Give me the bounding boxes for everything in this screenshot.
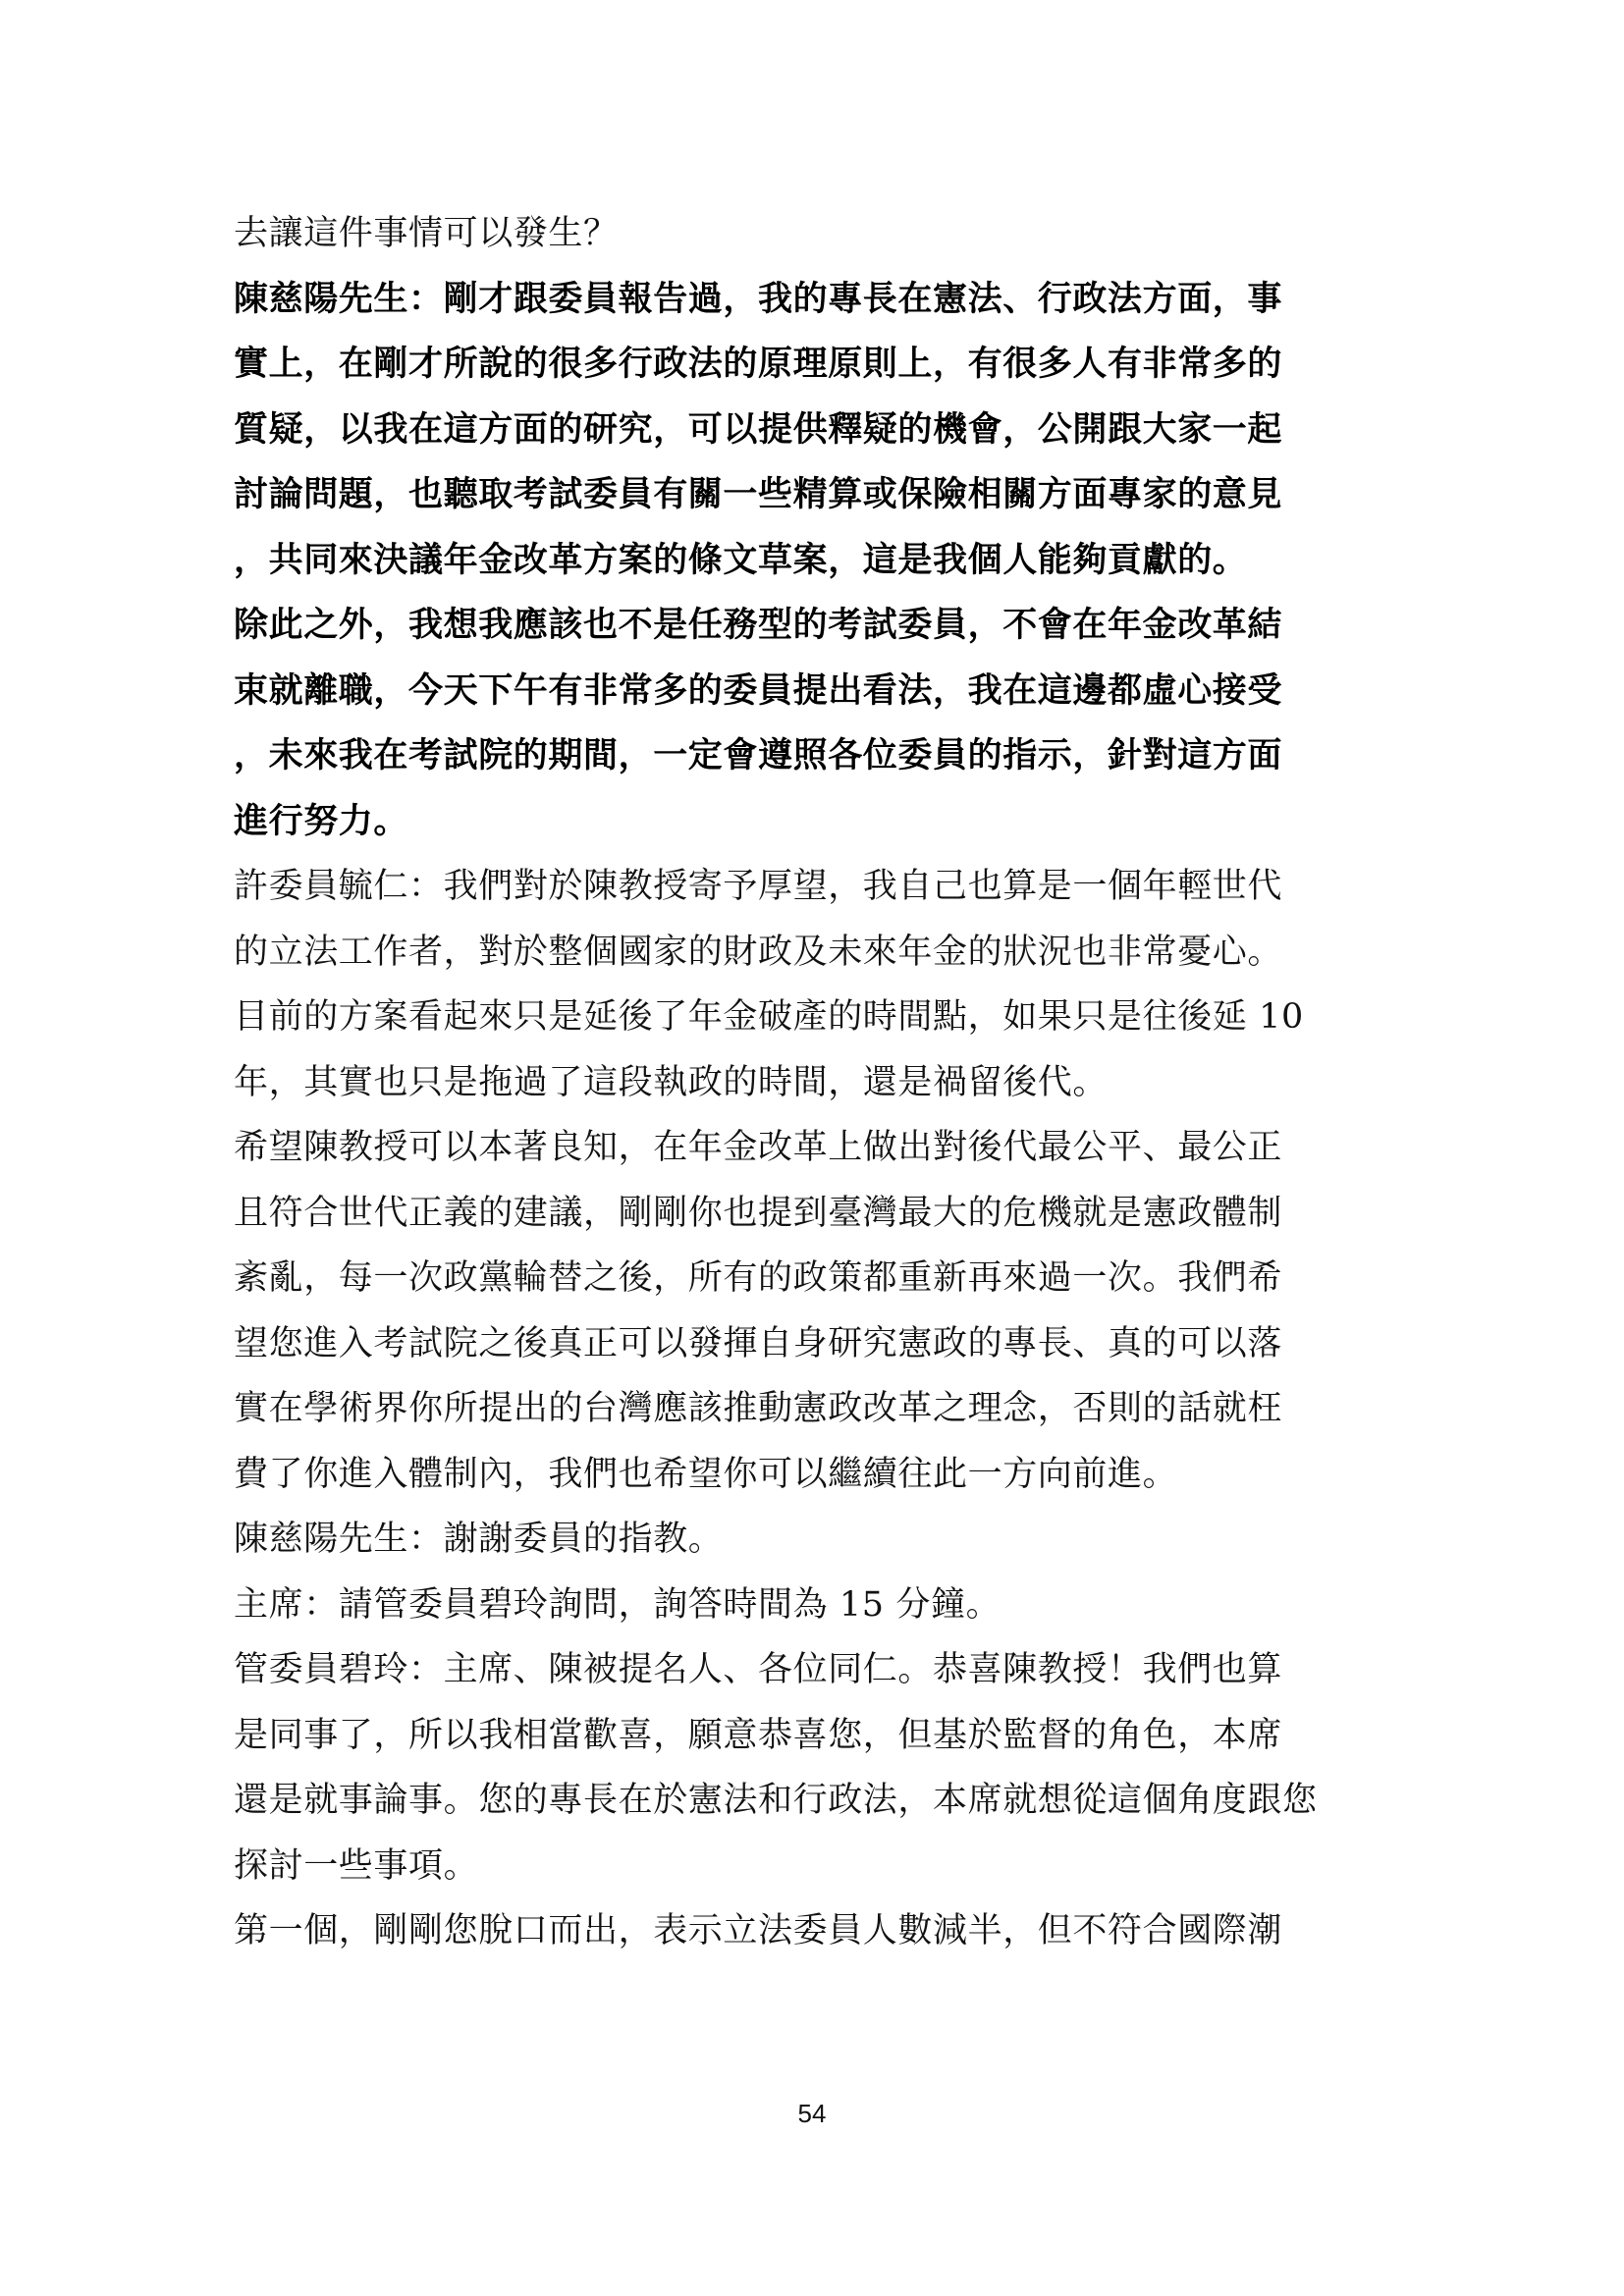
text-line: 陳慈陽先生：剛才跟委員報告過，我的專長在憲法、行政法方面，事 [234,279,1283,319]
text-line: 實在學術界你所提出的台灣應該推動憲政改革之理念，否則的話就枉 [234,1389,1283,1428]
text-line: 管委員碧玲：主席、陳被提名人、各位同仁。恭喜陳教授！我們也算 [234,1650,1283,1689]
text-line: 實上，在剛才所說的很多行政法的原理原則上，有很多人有非常多的 [234,345,1283,384]
paragraph-continuation [234,201,1392,267]
text-line: 束就離職，今天下午有非常多的委員提出看法，我在這邊都虛心接受 [234,670,1283,711]
text-line: 質疑，以我在這方面的研究，可以提供釋疑的機會，公開跟大家一起 [234,409,1283,450]
paragraph-kuan-opening [234,1637,1392,1898]
text-line: 第一個，剛剛您脫口而出，表示立法委員人數減半，但不符合國際潮 [234,1911,1283,1950]
text-line: 還是就事論事。您的專長在於憲法和行政法，本席就想從這個角度跟您 [234,1781,1318,1820]
paragraph-chair [234,1573,1392,1638]
text-line: 許委員毓仁：我們對於陳教授寄予厚望，我自己也算是一個年輕世代 [234,867,1283,906]
text-line: 的立法工作者，對於整個國家的財政及未來年金的狀況也非常憂心。 [234,932,1283,972]
text-line: 討論問題，也聽取考試委員有關一些精算或保險相關方面專家的意見 [234,475,1283,514]
paragraph-kuan-first-point [234,1898,1392,1964]
paragraph-chen-reply-bold [234,267,1392,594]
document-body [234,201,1392,1964]
text-line: 望您進入考試院之後真正可以發揮自身研究憲政的專長、真的可以落 [234,1323,1283,1363]
paragraph-chen-thanks [234,1507,1392,1573]
text-line: 主席：請管委員碧玲詢問，詢答時間為 15 分鐘。 [234,1584,1001,1625]
page-number: 54 [797,2099,827,2128]
text-line: 紊亂，每一次政黨輪替之後，所有的政策都重新再來過一次。我們希 [234,1258,1283,1298]
text-line: 探討一些事項。 [234,1845,479,1886]
text-line: 去讓這件事情可以發生？ [234,214,619,253]
text-line: ，共同來決議年金改革方案的條文草案，這是我個人能夠貢獻的。 [234,540,1248,580]
text-line: 費了你進入體制內，我們也希望你可以繼續往此一方向前進。 [234,1454,1178,1494]
text-line: 除此之外，我想我應該也不是任務型的考試委員，不會在年金改革結 [234,606,1283,645]
text-line: ，未來我在考試院的期間，一定會遵照各位委員的指示，針對這方面 [234,736,1283,775]
paragraph-hsu-hope [234,1115,1392,1507]
text-line: 且符合世代正義的建議，剛剛你也提到臺灣最大的危機就是憲政體制 [234,1193,1283,1233]
text-line: 希望陳教授可以本著良知，在年金改革上做出對後代最公平、最公正 [234,1128,1283,1167]
text-line: 目前的方案看起來只是延後了年金破產的時間點，如果只是往後延 10 [234,997,1304,1037]
text-line: 是同事了，所以我相當歡喜，願意恭喜您，但基於監督的角色，本席 [234,1715,1283,1755]
paragraph-chen-commitment-bold [234,593,1392,854]
text-line: 進行努力。 [234,801,409,841]
text-line: 陳慈陽先生：謝謝委員的指教。 [234,1520,724,1559]
paragraph-hsu-statement [234,854,1392,1115]
text-line: 年，其實也只是拖過了這段執政的時間，還是禍留後代。 [234,1062,1109,1102]
